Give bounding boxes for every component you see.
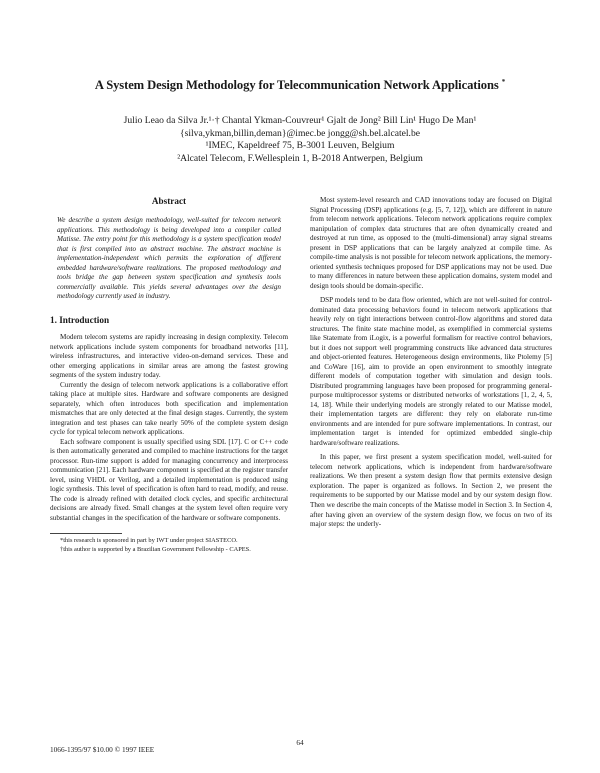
author-names: Julio Leao da Silva Jr.¹·† Chantal Ykman-Couvreur¹ Gjalt de Jong² Bill Lin¹ Hugo De Man¹ [123, 115, 477, 126]
footnote-fellowship: †this author is supported by a Brazilian Government Fellowship - CAPES. [60, 545, 251, 553]
left-column [50, 196, 288, 554]
right-column [310, 196, 552, 530]
paper-title [40, 78, 560, 93]
footnote-sponsor: *this research is sponsored in part by IWT under project SIASTECO. [60, 537, 238, 545]
page-number: 64 [296, 738, 304, 747]
author-block [50, 115, 550, 165]
abstract-heading: Abstract [151, 196, 187, 206]
title-text: A System Design Methodology for Telecommunication Network Applications [94, 78, 499, 93]
footnote-divider [50, 533, 122, 534]
intro-paragraph: Each software component is usually specified using SDL [17]. C or C++ code is then automatically generated and compiled to machine instructions for the target processor. Run-time support is added for managing concurrency and interprocess communication [21]. Each hardware component is specified at the register transfer level, using VHDL or Verilog, and a detailed implementation is produced using logic synthesis. This level of specification is often hard to read, modify, and reuse. The code is already refined with detailed clock cycles, and specific architectural decisions are already fixed. Small changes at the system level often require very substantial changes in the specification of the hardware or software components. [50, 437, 288, 522]
title-footnote-mark: * [501, 78, 506, 86]
author-emails: {silva,ykman,billin,deman}@imec.be jongg@sh.bel.alcatel.be [179, 127, 420, 139]
intro-paragraph: Modern telecom systems are rapidly increasing in design complexity. Telecom network applications include system components for broadband networks [11], wireless infrastructures, and interactive video-on-demand services. These and other emerging applications in similar areas are among the fastest growing segments of the system industry today. [50, 333, 288, 380]
body-paragraph: Most system-level research and CAD innovations today are focused on Digital Signal Processing (DSP) applications (e.g. [5, 7, 12]), which are different in nature from telecom network applications. Telecom network applications require complex manipulation of complex data structures that are often dynamically created and destroyed at run time, as opposed to the (multi-dimensional) array signal streams present in DSP applications that can be largely analyzed at compile time. As compile-time analysis is not possible for telecom network applications, the memory-oriented synthesis techniques proposed for DSP applications may not be used. Due to many differences in nature between these application domains, system model and design tools should be domain-specific. [310, 196, 552, 290]
body-paragraph: DSP models tend to be data flow oriented, which are not well-suited for control-dominated data processing behaviors found in telecom network applications that heavily rely on tight interactions between control-flow algorithms and stored data structures. The finite state machine model, as exemplified in commercial systems like Statemate from iLogix, is a powerful formalism for reactive control behaviors, but it does not support well programming constructs like advanced data structures and object-oriented features. Heterogeneous design environments, like Ptolemy [5] and CoWare [16], aim to provide an open environment to smoothly integrate different models of computation together with simulation and design tools. Distributed programming languages have been proposed for programming general-purpose multiprocessor systems or distributed networks of workstations [1, 2, 4, 5, 14, 18]. While their underlying models are strongly related to our Matisse model, their implementation targets are different: they rely on elaborate run-time environments and are intended for pure software implementations. In contrast, our implementation target is intended for optimized embedded single-chip hardware/software realizations. [310, 296, 552, 447]
intro-paragraph: Currently the design of telecom network applications is a collaborative effort taking place at multiple sites. Hardware and software components are designed separately, which often introduces both specification and implementation mismatches that are only detected at the final design stages. Currently, the system integration and test phases can take nearly 50% of the complete system design cycle for typical telecom network applications. [50, 380, 288, 437]
affiliation-imec: ¹IMEC, Kapeldreef 75, B-3001 Leuven, Belgium [205, 140, 395, 151]
section-heading-introduction: 1. Introduction [50, 314, 110, 325]
copyright-line: 1066-1395/97 $10.00 © 1997 IEEE [50, 745, 155, 754]
body-paragraph: In this paper, we first present a system specification model, well-suited for telecom network applications, which is independent from hardware/software realizations. We then present a system design flow that permits extensive design exploration. The paper is organized as follows. In Section 2, we present the requirements to be supported by our Matisse model and by our system design flow. Then we describe the main concepts of the Matisse model in Section 3. In Section 4, after having given an overview of the system design flow, we focus on two of its major steps: the underly- [310, 453, 552, 529]
affiliation-alcatel: ²Alcatel Telecom, F.Wellesplein 1, B-2018 Antwerpen, Belgium [177, 152, 423, 164]
abstract-text: We describe a system design methodology, well-suited for telecom network applications. This methodology is being developed into a compiler called Matisse. The entry point for this methodology is a system specification model that is first compiled into an abstract machine. The abstract machine is implementation-independent which permits the exploration of different embedded hardware/software realizations. The proposed methodology and tools bridge the gap between system specification and synthesis tools commercially available. This yields several advantages over the design methodology currently used in industry. [57, 216, 281, 301]
